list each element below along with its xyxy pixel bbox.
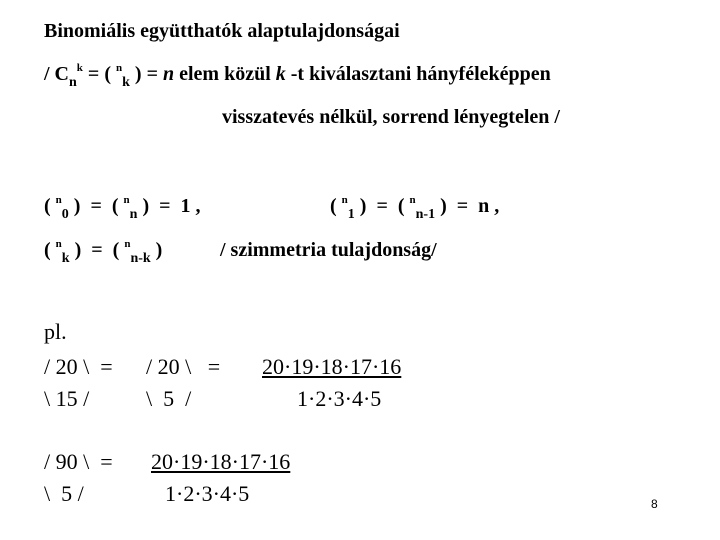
definition-line [44,62,551,90]
binom-bottom: n-1 [415,207,436,222]
binom-top: n [124,238,131,250]
binom-top: n [341,194,348,206]
definition-line-2: visszatevés nélkül, sorrend lényegtelen / [222,106,560,128]
example1-bottom-left: \ 15 / [44,386,90,411]
paren-open: ( [330,195,342,217]
page-title: Binomiális együtthatók alaptulajdonságai [44,20,400,42]
example-label: pl. [44,319,67,344]
example1-top-middle: / 20 \ = [146,354,221,379]
binom-bottom: 1 [347,207,355,222]
property-trivial [44,194,201,222]
c-superscript: k [76,62,83,74]
property-one [330,194,500,222]
binom-top: n [409,194,416,206]
definition-lead: / C [44,63,69,85]
definition-text1: elem közül [174,63,276,85]
example1-denominator: 1·2·3·4·5 [297,386,382,411]
definition-eq2: ) = [129,63,163,85]
symmetry-note: / szimmetria tulajdonság/ [220,239,437,261]
binom-bottom: n [129,207,138,222]
n-variable: n [162,63,175,85]
binom-bottom: 0 [61,207,69,222]
equals-part: ) = ( [68,195,124,217]
equals-part: ) = ( [69,239,125,261]
example1-bottom-middle: \ 5 / [146,386,192,411]
binom-top: n [115,62,123,74]
binom-top: n [55,194,62,206]
example2-bottom-left: \ 5 / [44,481,84,506]
page-number: 8 [651,497,658,511]
example2-top-left: / 90 \ = [44,449,113,474]
definition-text2: -t kiválasztani hányféleképpen [285,63,551,85]
binom-bottom: n-k [130,251,151,266]
binom-bottom: k [122,75,130,90]
k-variable: k [275,63,286,85]
binom-bottom: k [61,251,70,266]
equals-part: ) = ( [354,195,410,217]
paren-open: ( [44,239,56,261]
c-subscript: n [69,75,77,90]
paren-open: ( [44,195,56,217]
example2-numerator: 20·19·18·17·16 [151,449,291,474]
property-symmetry [44,238,163,266]
binom-top: n [55,238,62,250]
binom-top: n [123,194,130,206]
example1-top-left: / 20 \ = [44,354,113,379]
definition-eq1: = ( [82,63,116,85]
paren-close: ) [150,239,163,261]
example1-numerator: 20·19·18·17·16 [262,354,402,379]
result-part: ) = 1 , [137,195,201,217]
result-part: ) = n , [435,195,500,217]
example2-denominator: 1·2·3·4·5 [165,481,250,506]
